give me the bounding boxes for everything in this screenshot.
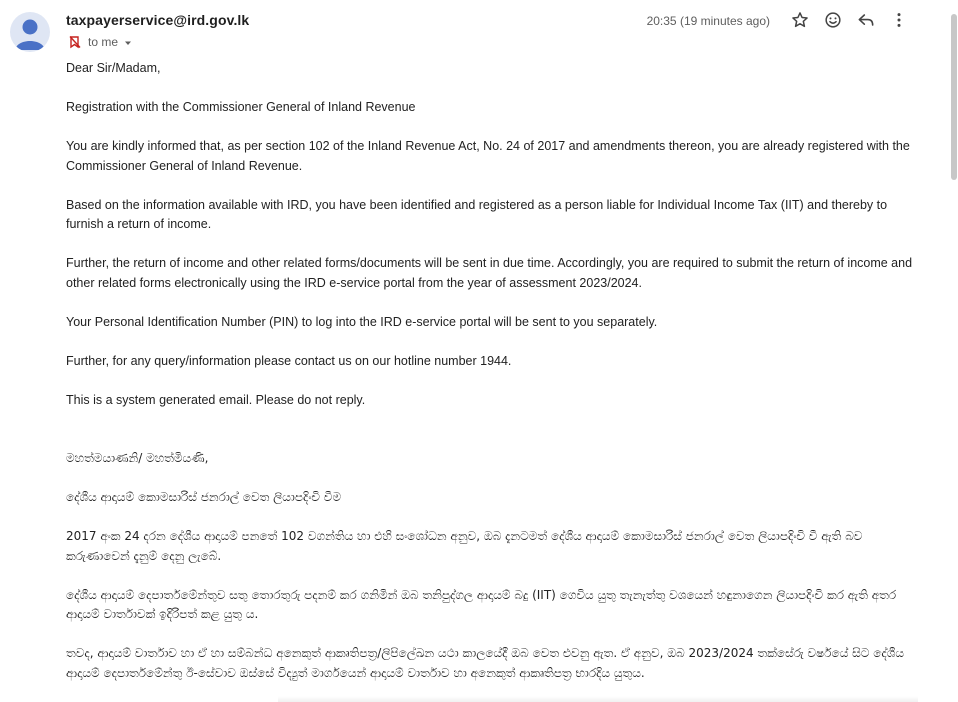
recipient-label: to me xyxy=(88,35,119,49)
bottom-shadow xyxy=(278,696,918,702)
emoji-reaction-button[interactable] xyxy=(816,10,849,34)
si-paragraph-registration: 2017 අංක 24 දරන දේශීය ආදායම් පනතේ 102 වගන්තිය හා එහි සංශෝධන අනුව, ඔබ දැනටමත් දේශීය ආදායම් කොමසාරිස් ජනරාල් වෙත ලියාපදිංචි වී ඇති බව කරුණාවෙන් දැනුම් දෙනු ලැබේ. xyxy=(66,529,863,563)
star-button[interactable] xyxy=(783,10,816,34)
si-paragraph-return-submission: තවද, ආදායම් වාර්තාව හා ඒ හා සම්බන්ධ අනෙකුත් ආකෘතිපත්‍ර/ලිපිලේඛන යථා කාලයේදී ඔබ වෙත එවනු ඇත. ඒ අනුව, ඔබ 2023/2024 තක්සේරු වර්ෂයේ සිට දේශීය ආදායම් දෙපාර්තමේන්තු ඊ-සේවාව ඔස්සේ විද්‍යුත් මාර්ගයෙන් ආදායම් වාර්තාව හා අනෙකුත් ආකෘතිපත්‍ර භාරදිය යුතුය. xyxy=(66,646,904,680)
more-options-button[interactable] xyxy=(882,10,915,34)
reply-icon xyxy=(856,10,876,35)
paragraph-registration: You are kindly informed that, as per section 102 of the Inland Revenue Act, No. 24 of 2017 and amendments thereon, you are already registered with the Commissioner General of Inland Revenue. xyxy=(66,139,910,173)
not-important-icon[interactable] xyxy=(68,35,82,49)
emoji-icon xyxy=(823,10,843,35)
more-vert-icon xyxy=(889,10,909,35)
greeting: Dear Sir/Madam, xyxy=(66,61,161,75)
paragraph-liability: Based on the information available with IRD, you have been identified and registered as a person liable for Individual Income Tax (IIT) and thereby to furnish a return of income. xyxy=(66,197,888,231)
si-paragraph-liability: දේශීය ආදායම් දෙපාර්තමේන්තුව සතු තොරතුරු පදනම් කර ගනිමින් ඔබ තනිපුද්ගල ආදායම් බදු (IIT) ගෙවිය යුතු තැනැත්තු වශයෙන් හඳුනාගෙන ලියාපදිංචි කර ඇති අතර ආදායම් වාර්තාවක් ඉදිරිපත් කළ යුතු ය. xyxy=(66,587,897,621)
scrollbar[interactable] xyxy=(950,0,958,702)
paragraph-pin: Your Personal Identification Number (PIN) to log into the IRD e-service portal will be sent to you separately. xyxy=(66,314,658,329)
si-subject-line: දේශීය ආදායම් කොමසාරිස් ජනරාල් වෙත ලියාපදිංචි වීම xyxy=(66,490,342,504)
scrollbar-thumb[interactable] xyxy=(951,14,957,180)
si-greeting: මහත්මයාණනි/ මහත්මියණි, xyxy=(66,451,209,465)
email-body xyxy=(66,59,928,683)
subject-line: Registration with the Commissioner General of Inland Revenue xyxy=(66,100,416,114)
chevron-down-icon[interactable] xyxy=(123,37,133,47)
sender-address: taxpayerservice@ird.gov.lk xyxy=(66,12,250,28)
avatar-icon[interactable] xyxy=(10,12,50,52)
timestamp: 20:35 (19 minutes ago) xyxy=(646,14,770,28)
message-actions xyxy=(783,10,915,34)
paragraph-return-submission: Further, the return of income and other related forms/documents will be sent in due time. Accordingly, you are required to submit the return of income and other related forms electronically using the IRD e-service portal from the year of assessment 2023/2024. xyxy=(66,256,913,290)
paragraph-system-notice: This is a system generated email. Please do not reply. xyxy=(66,392,366,407)
paragraph-hotline: Further, for any query/information please contact us on our hotline number 1944. xyxy=(66,353,512,368)
reply-button[interactable] xyxy=(849,10,882,34)
star-icon xyxy=(790,10,810,35)
recipient-row xyxy=(68,34,133,50)
